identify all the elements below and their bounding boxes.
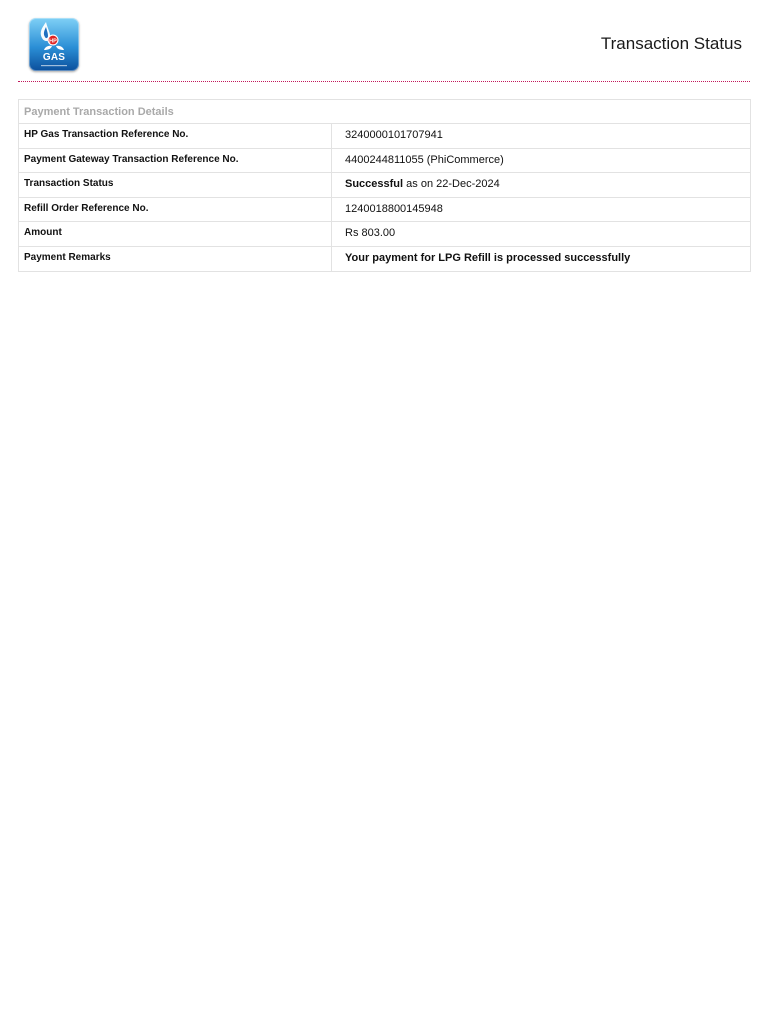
row-label: Amount [19,222,332,246]
logo-text: GAS [42,52,66,63]
row-value [332,173,750,197]
table-row [19,222,750,247]
table-row [19,247,750,272]
payment-details-table [18,99,751,272]
row-value: Rs 803.00 [345,227,396,239]
hp-gas-logo [29,18,79,71]
row-label: HP Gas Transaction Reference No. [19,124,332,148]
status-badge: Successful [345,178,404,190]
row-label: Payment Gateway Transaction Reference No. [19,149,332,173]
gas-flame-icon [29,18,79,71]
row-label: Refill Order Reference No. [19,198,332,222]
table-row [19,124,750,149]
status-date: as on 22-Dec-2024 [403,178,500,190]
table-row [19,149,750,174]
row-value: 4400244811055 (PhiCommerce) [345,153,504,166]
header [18,0,750,82]
row-value: 1240018800145948 [345,202,443,215]
page-title: Transaction Status [600,34,742,53]
row-value: 3240000101707941 [345,129,443,141]
svg-text:HP: HP [49,38,57,45]
row-label: Transaction Status [19,173,332,197]
row-label: Payment Remarks [19,247,332,272]
section-heading: Payment Transaction Details [19,100,750,124]
row-value: Your payment for LPG Refill is processed successfully [345,251,631,264]
table-row [19,198,750,223]
table-row [19,173,750,198]
